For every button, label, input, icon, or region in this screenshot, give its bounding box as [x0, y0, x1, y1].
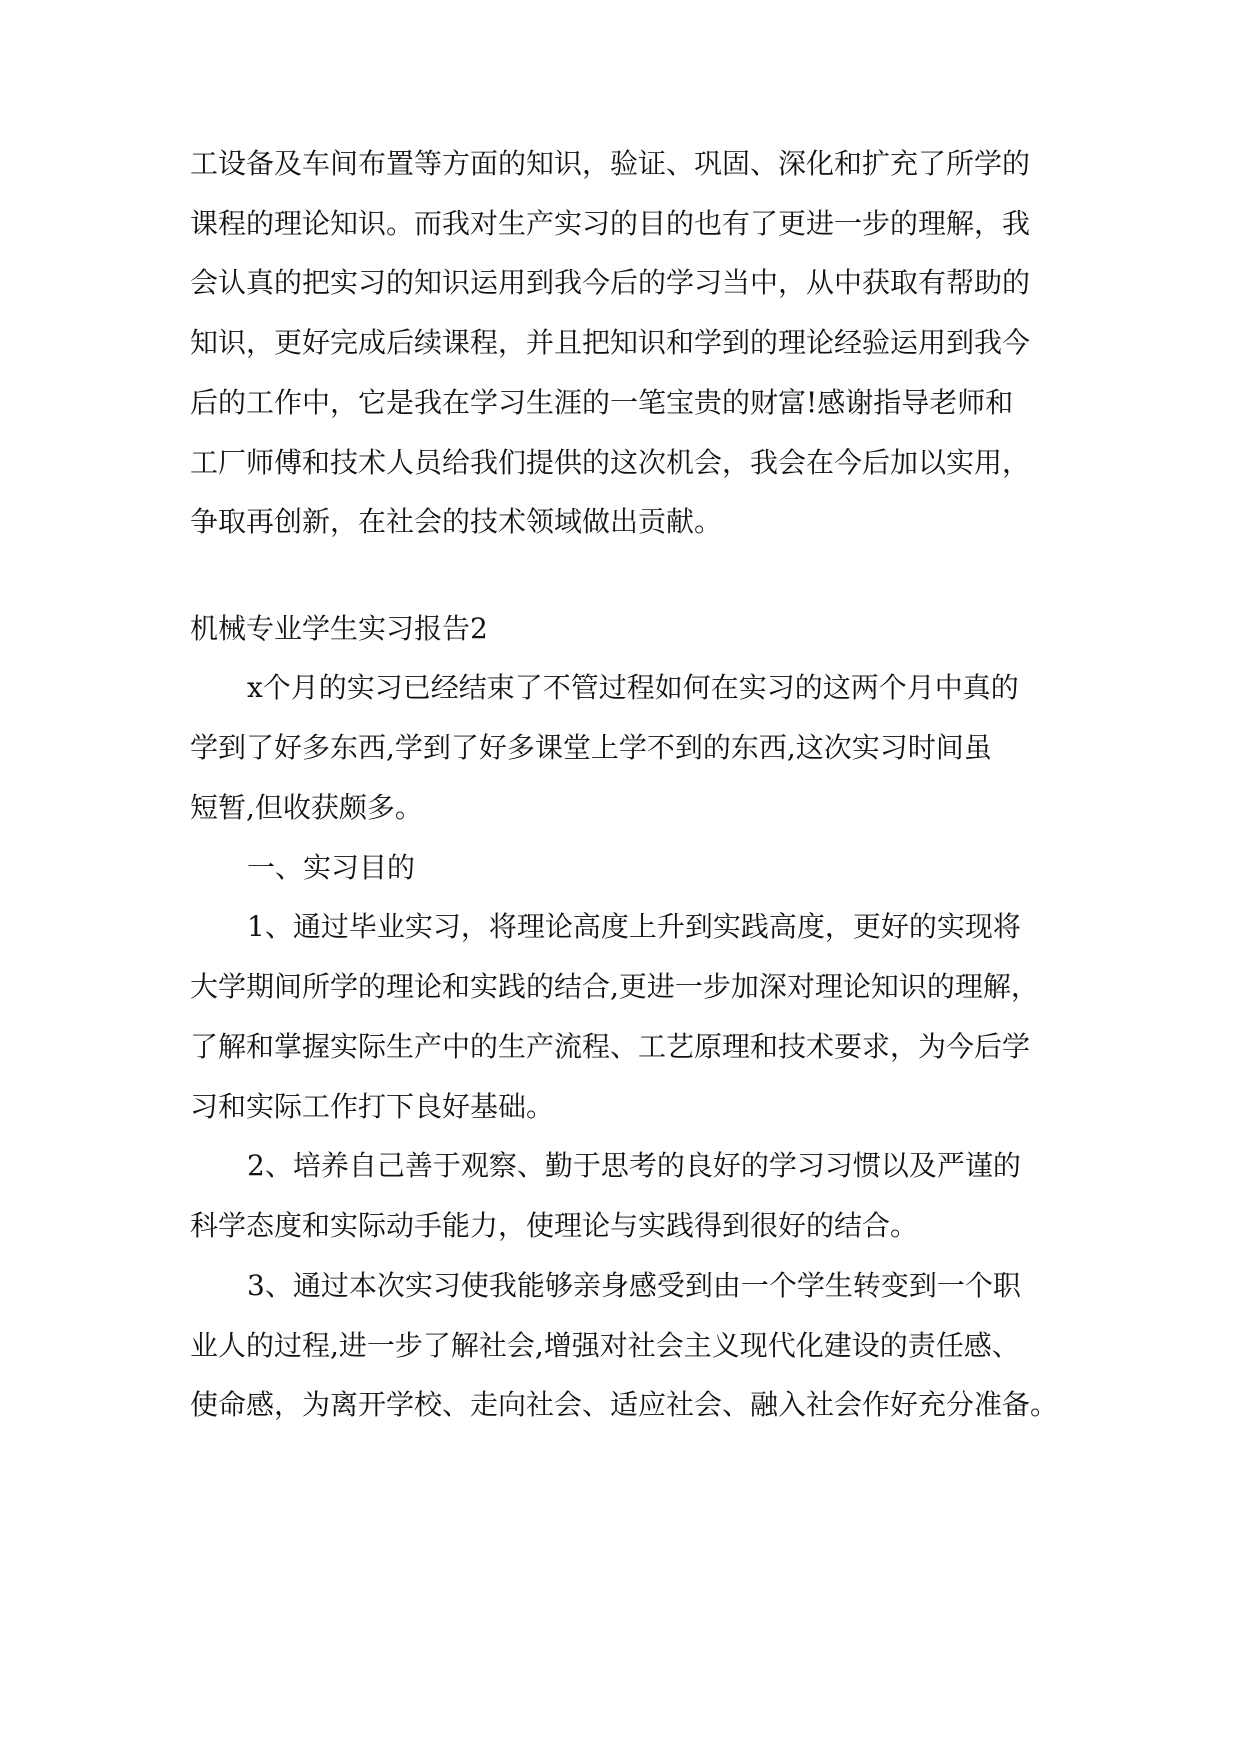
item-1-line-2: 大学期间所学的理论和实践的结合,更进一步加深对理论知识的理解，	[190, 970, 1039, 1003]
text-line-3: 会认真的把实习的知识运用到我今后的学习当中，从中获取有帮助的	[190, 266, 1031, 299]
item-1-line-3: 了解和掌握实际生产中的生产流程、工艺原理和技术要求，为今后学	[190, 1030, 1031, 1063]
item-1-line-4: 习和实际工作打下良好基础。	[190, 1090, 555, 1123]
paragraph-intro-line-2: 学到了好多东西,学到了好多课堂上学不到的东西,这次实习时间虽	[190, 731, 992, 764]
item-2-line-2: 科学态度和实际动手能力，使理论与实践得到很好的结合。	[190, 1209, 919, 1242]
item-3-line-1: 3、通过本次实习使我能够亲身感受到由一个学生转变到一个职	[247, 1269, 1021, 1302]
text-line-5: 后的工作中，它是我在学习生涯的一笔宝贵的财富!感谢指导老师和	[190, 386, 1014, 419]
item-3-line-2: 业人的过程,进一步了解社会,增强对社会主义现代化建设的责任感、	[190, 1329, 1020, 1362]
text-line-2: 课程的理论知识。而我对生产实习的目的也有了更进一步的理解，我	[190, 207, 1031, 240]
text-line-6: 工厂师傅和技术人员给我们提供的这次机会，我会在今后加以实用，	[190, 446, 1031, 479]
section-heading: 机械专业学生实习报告2	[190, 612, 488, 645]
text-line-1: 工设备及车间布置等方面的知识，验证、巩固、深化和扩充了所学的	[190, 147, 1031, 180]
item-1-line-1: 1、通过毕业实习，将理论高度上升到实践高度，更好的实现将	[247, 910, 1021, 943]
text-line-4: 知识，更好完成后续课程，并且把知识和学到的理论经验运用到我今	[190, 326, 1031, 359]
subheading-purpose: 一、实习目的	[247, 851, 416, 884]
paragraph-intro-line-3: 短暂,但收获颇多。	[190, 791, 423, 824]
item-2-line-1: 2、培养自己善于观察、勤于思考的良好的学习习惯以及严谨的	[247, 1149, 1021, 1182]
text-line-7: 争取再创新，在社会的技术领域做出贡献。	[190, 505, 723, 538]
paragraph-intro-line-1: x个月的实习已经结束了不管过程如何在实习的这两个月中真的	[247, 671, 1019, 704]
item-3-line-3: 使命感，为离开学校、走向社会、适应社会、融入社会作好充分准备。	[190, 1388, 1059, 1421]
